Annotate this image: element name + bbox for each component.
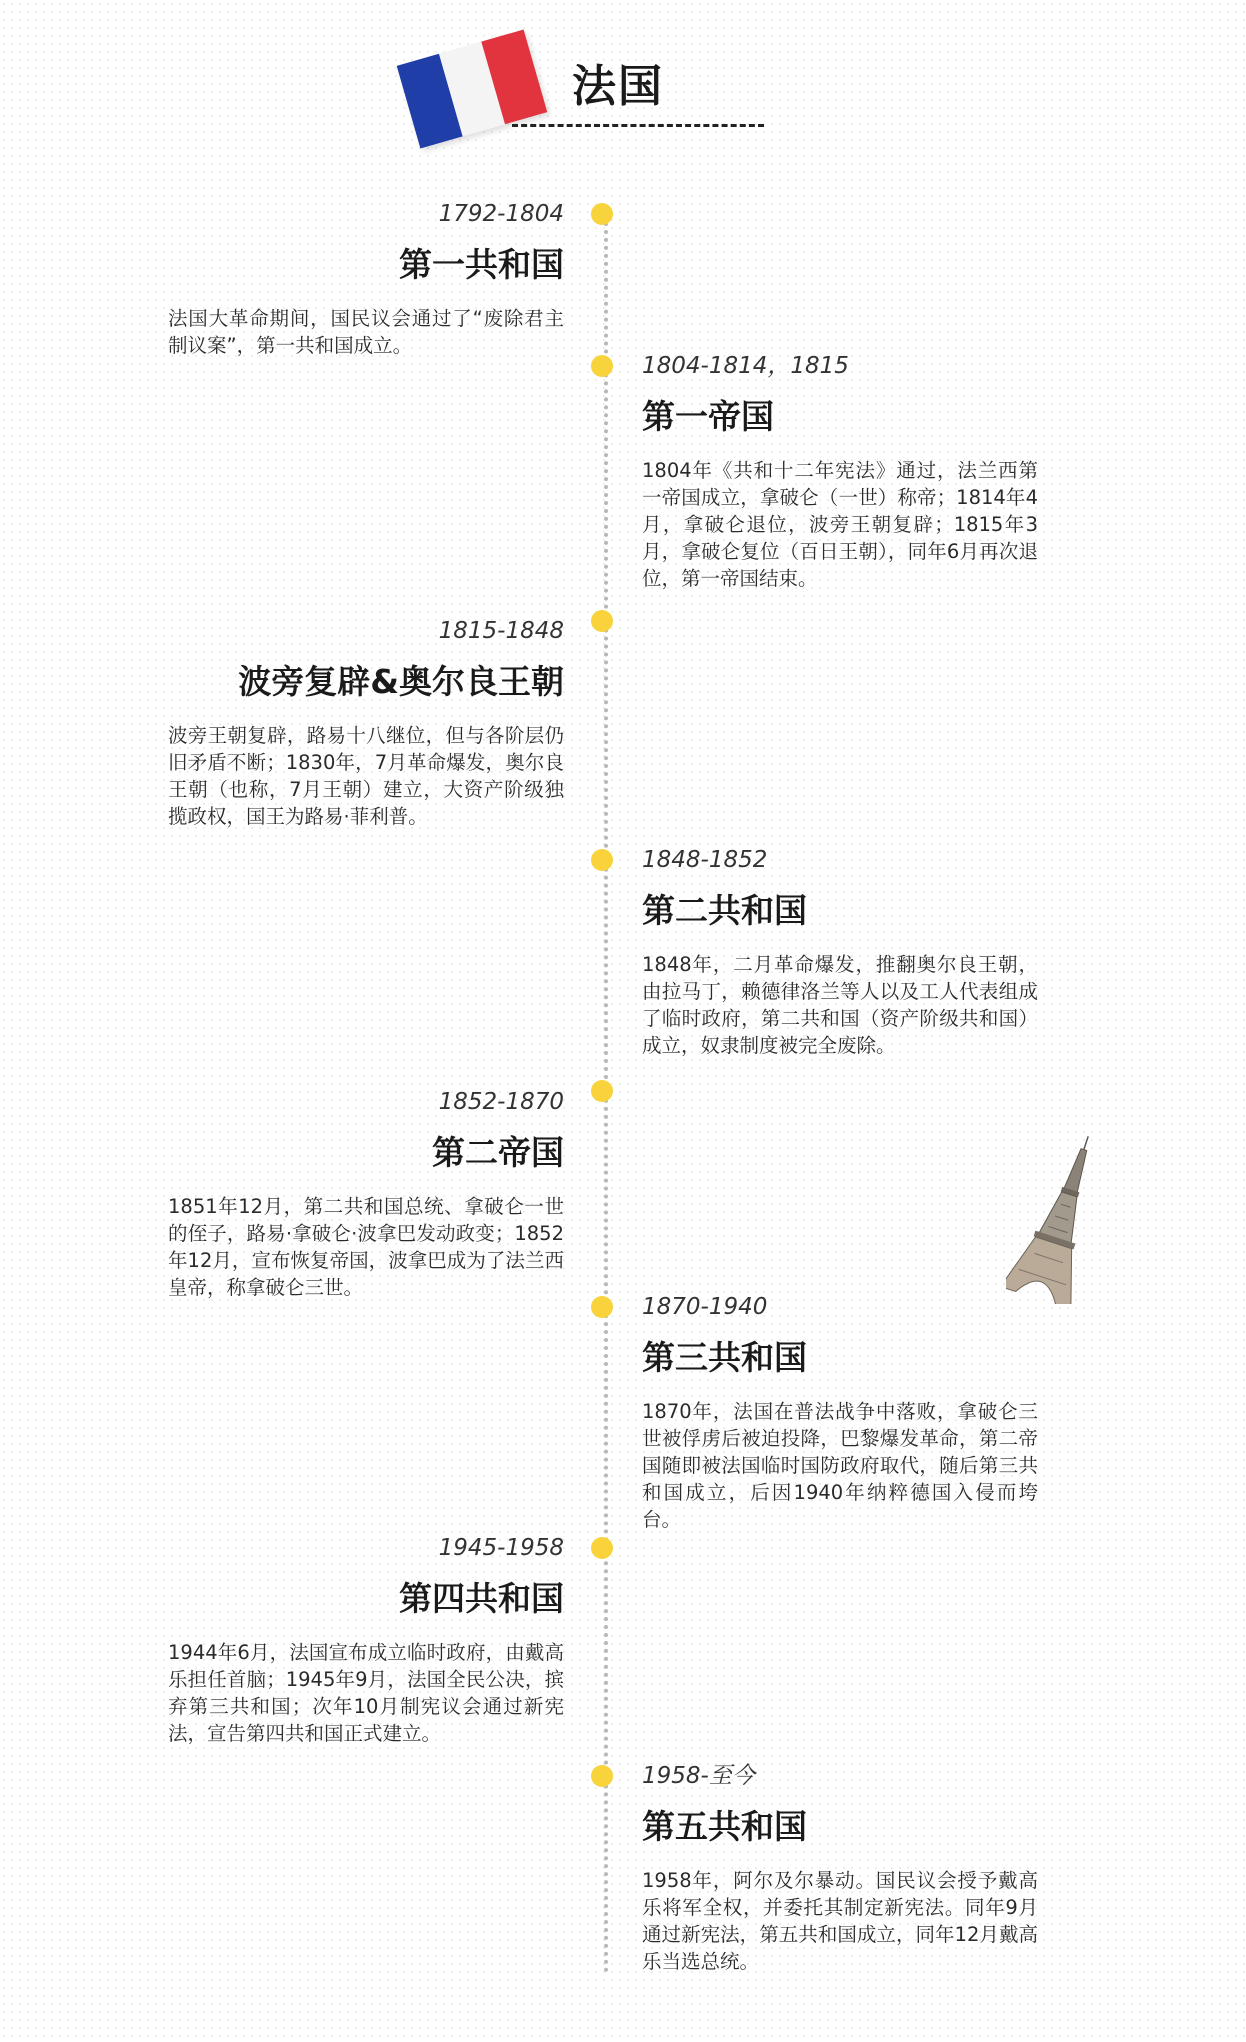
header bbox=[0, 0, 1246, 170]
entry-years: 1848-1852 bbox=[642, 847, 768, 873]
entry-years: 1792-1804 bbox=[438, 201, 564, 227]
entry-description: 1958年，阿尔及尔暴动。国民议会授予戴高乐将军全权，并委托其制定新宪法。同年9月通过新宪法，第五共和国成立，同年12月戴高乐当选总统。 bbox=[642, 1869, 1038, 1973]
timeline-entry-first-republic bbox=[168, 199, 564, 359]
timeline-dot bbox=[591, 1765, 613, 1787]
timeline-entry-second-empire bbox=[168, 1087, 564, 1301]
timeline-dot bbox=[591, 203, 613, 225]
timeline-entry-second-republic bbox=[642, 845, 1038, 1059]
entry-years: 1870-1940 bbox=[642, 1294, 768, 1320]
timeline-dot bbox=[591, 1537, 613, 1559]
entry-years: 1815-1848 bbox=[438, 618, 564, 644]
entry-years: 1804-1814，1815 bbox=[642, 353, 849, 379]
entry-years: 1852-1870 bbox=[438, 1089, 564, 1115]
timeline-dot bbox=[591, 849, 613, 871]
timeline-dot bbox=[591, 355, 613, 377]
timeline-entry-fifth-republic bbox=[642, 1761, 1038, 1975]
france-flag-icon bbox=[397, 29, 548, 148]
entry-description: 1804年《共和十二年宪法》通过，法兰西第一帝国成立，拿破仑（一世）称帝；1814年4月，拿破仑退位，波旁王朝复辟；1815年3月，拿破仑复位（百日王朝），同年6月再次退位，第一帝国结束。 bbox=[642, 459, 1038, 590]
title-underline bbox=[512, 124, 764, 127]
entry-description: 1870年，法国在普法战争中落败，拿破仑三世被俘虏后被迫投降，巴黎爆发革命，第二帝国随即被法国临时国防政府取代，随后第三共和国成立，后因1940年纳粹德国入侵而垮台。 bbox=[642, 1400, 1038, 1531]
entry-name: 第三共和国 bbox=[642, 1338, 807, 1377]
entry-description: 1848年，二月革命爆发，推翻奥尔良王朝，由拉马丁，赖德律洛兰等人以及工人代表组成了临时政府，第二共和国（资产阶级共和国）成立，奴隶制度被完全废除。 bbox=[642, 953, 1038, 1057]
entry-name: 第二帝国 bbox=[432, 1133, 564, 1172]
entry-name: 波旁复辟&奥尔良王朝 bbox=[238, 662, 564, 701]
entry-description: 1944年6月，法国宣布成立临时政府，由戴高乐担任首脑；1945年9月，法国全民公决，摈弃第三共和国；次年10月制宪议会通过新宪法，宣告第四共和国正式建立。 bbox=[168, 1641, 564, 1745]
entry-years: 1958-至今 bbox=[642, 1763, 755, 1789]
entry-name: 第二共和国 bbox=[642, 891, 807, 930]
timeline-entry-first-empire bbox=[642, 351, 1038, 592]
timeline-entry-third-republic bbox=[642, 1292, 1038, 1533]
eiffel-tower-icon bbox=[1006, 1130, 1116, 1304]
entry-description: 法国大革命期间，国民议会通过了“废除君主制议案”，第一共和国成立。 bbox=[168, 307, 564, 357]
entry-name: 第五共和国 bbox=[642, 1807, 807, 1846]
entry-description: 1851年12月，第二共和国总统、拿破仑一世的侄子，路易·拿破仑·波拿巴发动政变；1852年12月，宣布恢复帝国，波拿巴成为了法兰西皇帝，称拿破仑三世。 bbox=[168, 1195, 564, 1299]
timeline-dot bbox=[591, 1296, 613, 1318]
timeline-entry-restoration bbox=[168, 616, 564, 830]
entry-description: 波旁王朝复辟，路易十八继位，但与各阶层仍旧矛盾不断；1830年，7月革命爆发，奥尔良王朝（也称，7月王朝）建立，大资产阶级独揽政权，国王为路易·菲利普。 bbox=[168, 724, 564, 828]
timeline-dot bbox=[591, 610, 613, 632]
entry-name: 第一共和国 bbox=[399, 245, 564, 284]
page-title: 法国 bbox=[572, 61, 664, 112]
timeline-dot bbox=[591, 1080, 613, 1102]
entry-name: 第四共和国 bbox=[399, 1579, 564, 1618]
entry-years: 1945-1958 bbox=[438, 1535, 564, 1561]
entry-name: 第一帝国 bbox=[642, 397, 774, 436]
timeline-entry-fourth-republic bbox=[168, 1533, 564, 1747]
